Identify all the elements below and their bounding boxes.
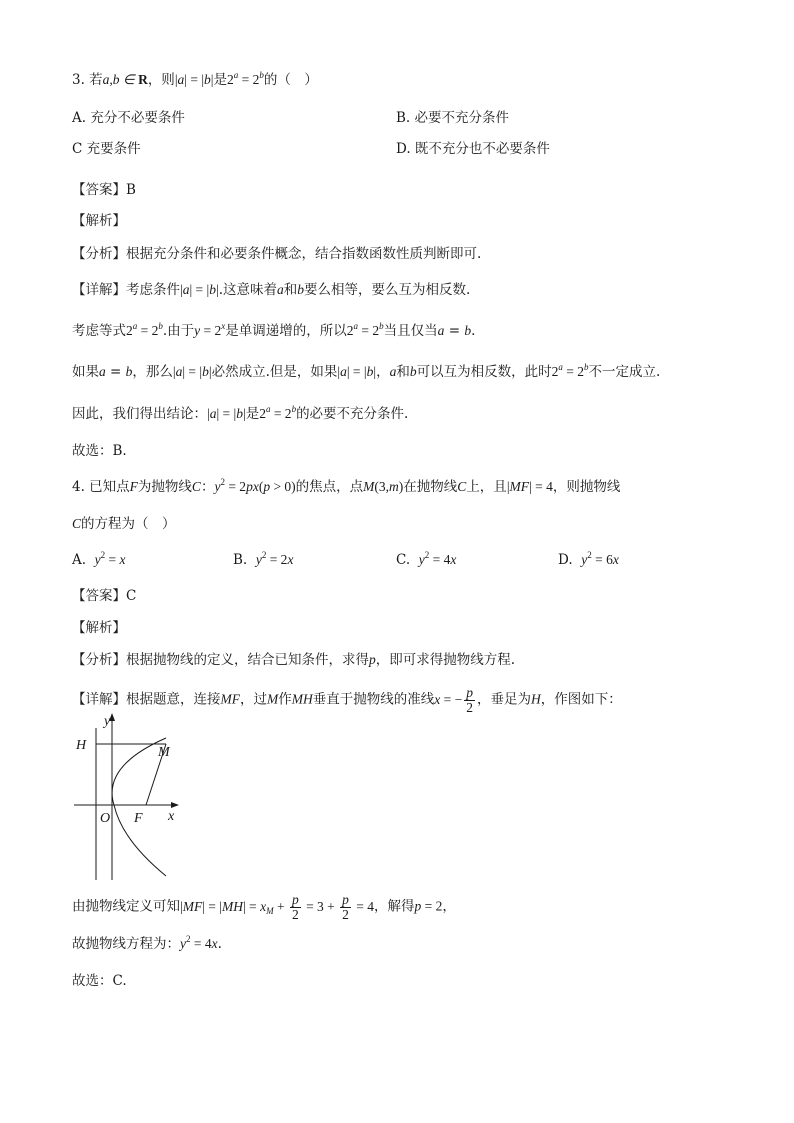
parabola-figure [66,710,186,885]
q4-option-c: C. $y^2 = 4x$ [396,550,457,568]
q4-fenxi: 【分析】根据抛物线的定义，结合已知条件，求得p，即可求得抛物线方程. [72,652,516,668]
q4-xiangjie: 【详解】根据题意，连接MF，过M作MH垂直于抛物线的准线x = − $\frac{p}{2}$ ，垂足为H，作图如下： [72,685,622,715]
q4-option-b: B. $y^2 = 2x$ [233,550,294,568]
q3-option-a: A. 充分不必要条件 [72,110,185,126]
q3-line2: 考虑等式$2^a = 2^b$.由于$y = 2^x$是单调递增的，所以$2^a = 2^b$当且仅当a = b. [72,321,476,339]
q4-definition: 由抛物线定义可知$|MF| = |MH| = x_M$ + $\frac{p}{2}$ = 3 + $\frac{p}{2}$ = 4，解得p = 2， [72,892,456,922]
x-axis-arrow [171,802,179,808]
label-f: F [134,811,143,826]
q4-stem-line2: C的方程为（ ） [72,516,176,532]
q3-fenxi: 【分析】根据充分条件和必要条件概念，结合指数函数性质判断即可. [72,246,482,262]
q4-stem: 4. 已知点F为抛物线C：$y^2 = 2px(p > 0)$的焦点，点M(3,m)在抛物线C上，且|MF| = 4，则抛物线 [72,477,621,495]
q3-option-b: B. 必要不充分条件 [396,110,510,126]
q4-option-a: A. $y^2 = x$ [72,550,126,568]
q3-answer: 【答案】B [72,182,136,198]
q3-analysis-label: 【解析】 [72,213,126,229]
q4-answer: 【答案】C [72,588,137,604]
label-h: H [76,738,87,753]
q3-line3: 如果a = b，那么|a| = |b|必然成立.但是，如果|a| = |b|，a和b可以互为相反数，此时$2^a = 2^b$不一定成立. [72,362,661,380]
q3-xiangjie: 【详解】考虑条件|a| = |b|.这意味着a和b要么相等，要么互为相反数. [72,282,471,298]
label-x: x [168,809,175,824]
q3-option-c: C 充要条件 [72,141,141,157]
q3-line4: 因此，我们得出结论：|a| = |b|是$2^a = 2^b$的必要不充分条件. [72,404,409,422]
label-m: M [158,745,170,760]
q3-option-d: D. 既不充分也不必要条件 [396,141,550,157]
q4-result: 故抛物线方程为：$y^2 = 4x$. [72,934,222,952]
q4-conclusion: 故选：C. [72,973,127,989]
q3-stem: 3. 若a,b ∈ R，则|a| = |b|是$2^a = 2^b$的（ ） [72,70,318,88]
q3-conclusion: 故选：B. [72,443,127,459]
q4-option-d: D. $y^2 = 6x$ [558,550,619,568]
label-o: O [100,811,111,826]
label-y: y [104,714,111,729]
q4-analysis-label: 【解析】 [72,620,126,636]
